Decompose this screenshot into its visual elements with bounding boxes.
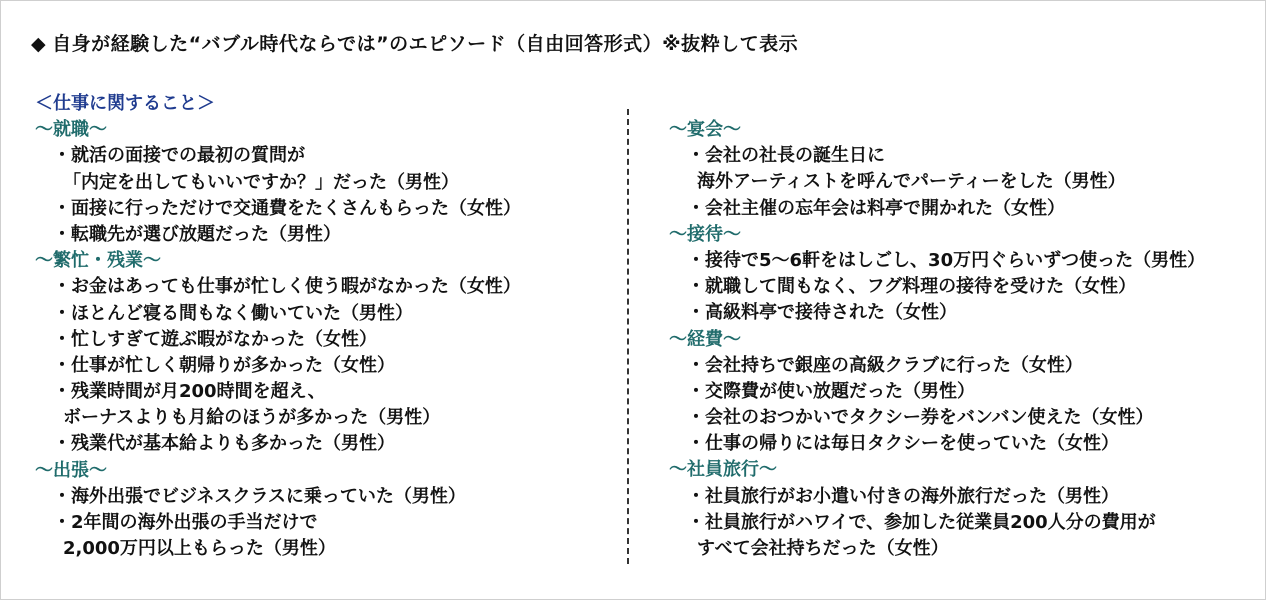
diamond-bullet-icon: ◆ — [31, 33, 47, 55]
right-column — [669, 117, 1205, 562]
episode-item: ・転職先が選び放題だった（男性） — [53, 223, 341, 245]
episode-item: ・お金はあっても仕事が忙しく使う暇がなかった（女性） — [53, 276, 521, 298]
episode-item: ・仕事の帰りには毎日タクシーを使っていた（女性） — [687, 433, 1119, 455]
episode-item: ・残業代が基本給よりも多かった（男性） — [53, 433, 395, 455]
group-heading: ～出張～ — [35, 459, 107, 481]
episode-item: ・接待で5～6軒をはしごし、30万円ぐらいずつ使った（男性） — [687, 249, 1206, 271]
episode-item: ・残業時間が月200時間を超え、 — [53, 381, 326, 403]
section-heading-work: ＜仕事に関すること＞ — [35, 93, 215, 114]
episode-item: ・海外出張でビジネスクラスに乗っていた（男性） — [53, 485, 466, 507]
episode-item: ・社員旅行がハワイで、参加した従業員200人分の費用が — [687, 511, 1156, 533]
group-heading: ～接待～ — [669, 223, 741, 245]
episode-item: ・面接に行っただけで交通費をたくさんもらった（女性） — [53, 197, 521, 219]
episode-item: ・会社のおつかいでタクシー券をバンバン使えた（女性） — [687, 407, 1154, 429]
episode-item-continuation: ボーナスよりも月給のほうが多かった（男性） — [63, 407, 441, 429]
episode-item: ・社員旅行がお小遣い付きの海外旅行だった（男性） — [687, 485, 1119, 507]
episode-item-continuation: すべて会社持ちだった（女性） — [697, 538, 949, 559]
episode-item: ・高級料亭で接待された（女性） — [687, 302, 957, 324]
episode-item: ・就活の面接での最初の質問が — [53, 145, 305, 167]
episode-item-continuation: 海外アーティストを呼んでパーティーをした（男性） — [697, 171, 1126, 193]
episode-item: ・会社の社長の誕生日に — [687, 145, 885, 167]
episode-item: ・会社持ちで銀座の高級クラブに行った（女性） — [687, 354, 1083, 376]
title-text: 自身が経験した“バブル時代ならでは”のエピソード（自由回答形式）※抜粋して表示 — [52, 33, 799, 55]
group-heading: ～経費～ — [669, 328, 741, 350]
episode-item: ・2年間の海外出張の手当だけで — [53, 512, 318, 533]
page-title — [31, 29, 798, 56]
episode-item-continuation: 「内定を出してもいいですか？」だった（男性） — [63, 171, 459, 193]
episode-item: ・ほとんど寝る間もなく働いていた（男性） — [53, 302, 413, 324]
episode-item: ・仕事が忙しく朝帰りが多かった（女性） — [53, 354, 395, 376]
group-heading: ～宴会～ — [669, 119, 741, 140]
group-heading: ～就職～ — [35, 119, 107, 141]
episode-item: ・交際費が使い放題だった（男性） — [687, 380, 975, 402]
episode-item: ・就職して間もなく、フグ料理の接待を受けた（女性） — [687, 276, 1137, 298]
group-heading: ～社員旅行～ — [669, 459, 777, 481]
episode-item: ・会社主催の忘年会は料亭で開かれた（女性） — [687, 197, 1065, 219]
group-heading: ～繁忙・残業～ — [35, 250, 161, 272]
episode-item-continuation: 2,000万円以上もらった（男性） — [63, 538, 336, 560]
episode-item: ・忙しすぎて遊ぶ暇がなかった（女性） — [53, 328, 377, 350]
left-column — [35, 91, 521, 562]
column-divider — [627, 109, 629, 564]
